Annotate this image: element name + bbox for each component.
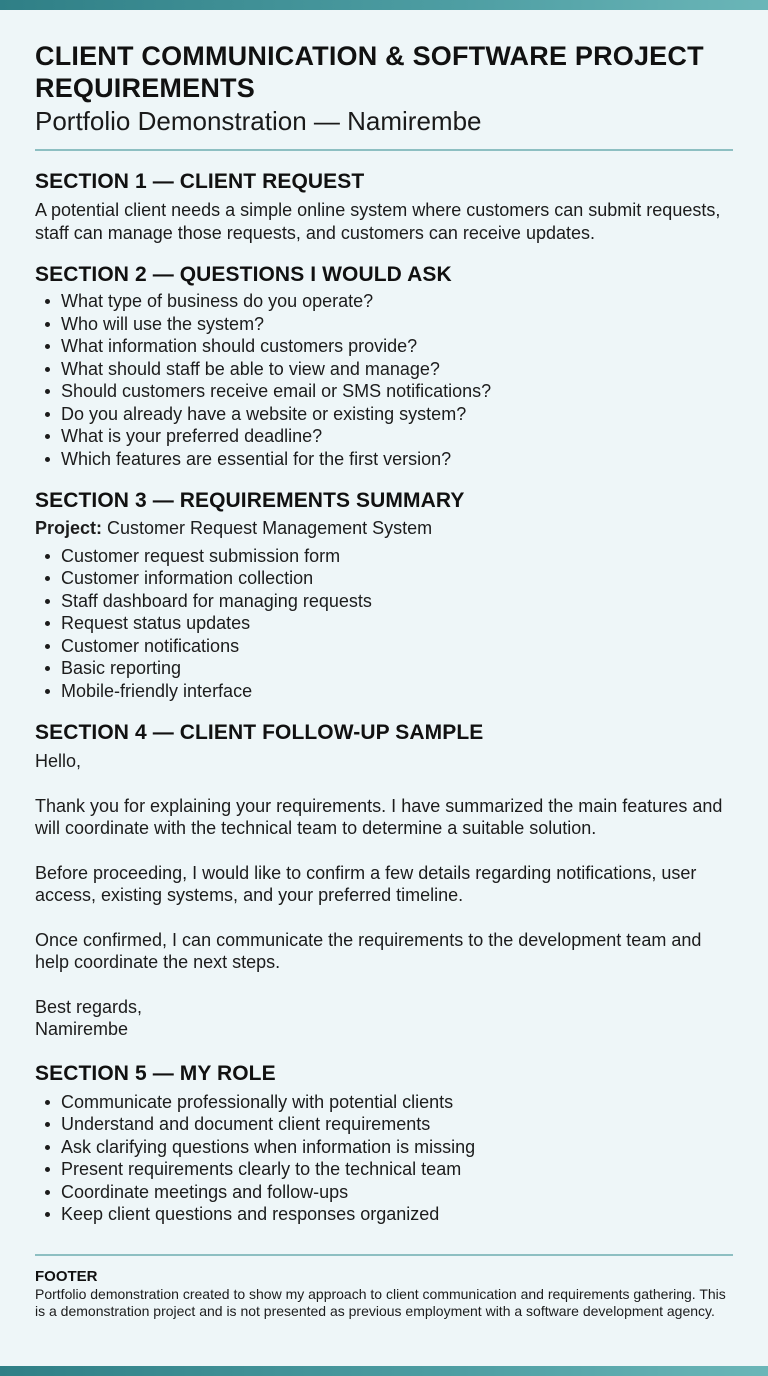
list-item: Staff dashboard for managing requests xyxy=(35,590,735,613)
section-body: A potential client needs a simple online system where customers can submit requests, staff can manage those requests, and customers can receive updates. xyxy=(35,200,721,243)
list-item: Which features are essential for the first version? xyxy=(35,448,735,471)
list-item: Customer information collection xyxy=(35,567,735,590)
list-item: Basic reporting xyxy=(35,657,735,680)
document-title: CLIENT COMMUNICATION & SOFTWARE PROJECT REQUIREMENTS xyxy=(35,41,704,103)
list-item: Customer notifications xyxy=(35,635,735,658)
letter-paragraph: Once confirmed, I can communicate the requirements to the development team and help coordinate the next steps. xyxy=(35,929,702,972)
list-item: Mobile-friendly interface xyxy=(35,680,735,703)
section-client-request xyxy=(35,169,735,244)
requirements-list xyxy=(35,545,735,703)
title-divider xyxy=(35,149,733,151)
letter-paragraph: Before proceeding, I would like to confirm a few details regarding notifications, user access, existing systems, and your preferred timeline. xyxy=(35,862,697,905)
project-line xyxy=(35,517,735,540)
list-item: What information should customers provide? xyxy=(35,335,735,358)
section-heading: SECTION 4 — CLIENT FOLLOW-UP SAMPLE xyxy=(35,721,484,744)
list-item: Keep client questions and responses organized xyxy=(35,1203,735,1226)
document-page xyxy=(35,40,735,1320)
list-item: Do you already have a website or existing system? xyxy=(35,403,735,426)
section-my-role xyxy=(35,1061,735,1226)
document-subtitle: Portfolio Demonstration — Namirembe xyxy=(35,106,482,136)
letter-paragraph: Thank you for explaining your requirements. I have summarized the main features and will coordinate with the technical team to determine a suitable solution. xyxy=(35,795,723,838)
list-item: Understand and document client requirements xyxy=(35,1113,735,1136)
section-questions xyxy=(35,262,735,470)
section-heading: SECTION 2 — QUESTIONS I WOULD ASK xyxy=(35,263,452,286)
bottom-accent-bar xyxy=(0,1366,768,1376)
questions-list xyxy=(35,290,735,470)
list-item: What type of business do you operate? xyxy=(35,290,735,313)
list-item: Ask clarifying questions when information is missing xyxy=(35,1136,735,1159)
list-item: Coordinate meetings and follow-ups xyxy=(35,1181,735,1204)
list-item: What should staff be able to view and manage? xyxy=(35,358,735,381)
footer-heading: FOOTER xyxy=(35,1267,98,1285)
list-item: Customer request submission form xyxy=(35,545,735,568)
section-heading: SECTION 3 — REQUIREMENTS SUMMARY xyxy=(35,489,465,512)
project-name: Customer Request Management System xyxy=(102,518,433,538)
list-item: Communicate professionally with potential clients xyxy=(35,1091,735,1114)
list-item: What is your preferred deadline? xyxy=(35,425,735,448)
list-item: Should customers receive email or SMS notifications? xyxy=(35,380,735,403)
section-heading: SECTION 1 — CLIENT REQUEST xyxy=(35,170,365,193)
list-item: Present requirements clearly to the technical team xyxy=(35,1158,735,1181)
letter-signature: Namirembe xyxy=(35,1019,129,1039)
section-follow-up-sample xyxy=(35,720,735,1041)
section-heading: SECTION 5 — MY ROLE xyxy=(35,1061,276,1085)
letter-signoff: Best regards, xyxy=(35,996,143,1017)
role-list xyxy=(35,1091,735,1226)
list-item: Request status updates xyxy=(35,612,735,635)
letter-greeting: Hello, xyxy=(35,751,82,771)
footer-text: Portfolio demonstration created to show my approach to client communication and requirements gathering. This is a demonstration project and is not presented as previous employment with a software development agency. xyxy=(35,1285,726,1319)
section-requirements-summary xyxy=(35,488,735,702)
list-item: Who will use the system? xyxy=(35,313,735,336)
footer xyxy=(35,1268,735,1320)
project-label: Project: xyxy=(35,518,103,538)
top-accent-bar xyxy=(0,0,768,10)
footer-divider xyxy=(35,1254,733,1256)
